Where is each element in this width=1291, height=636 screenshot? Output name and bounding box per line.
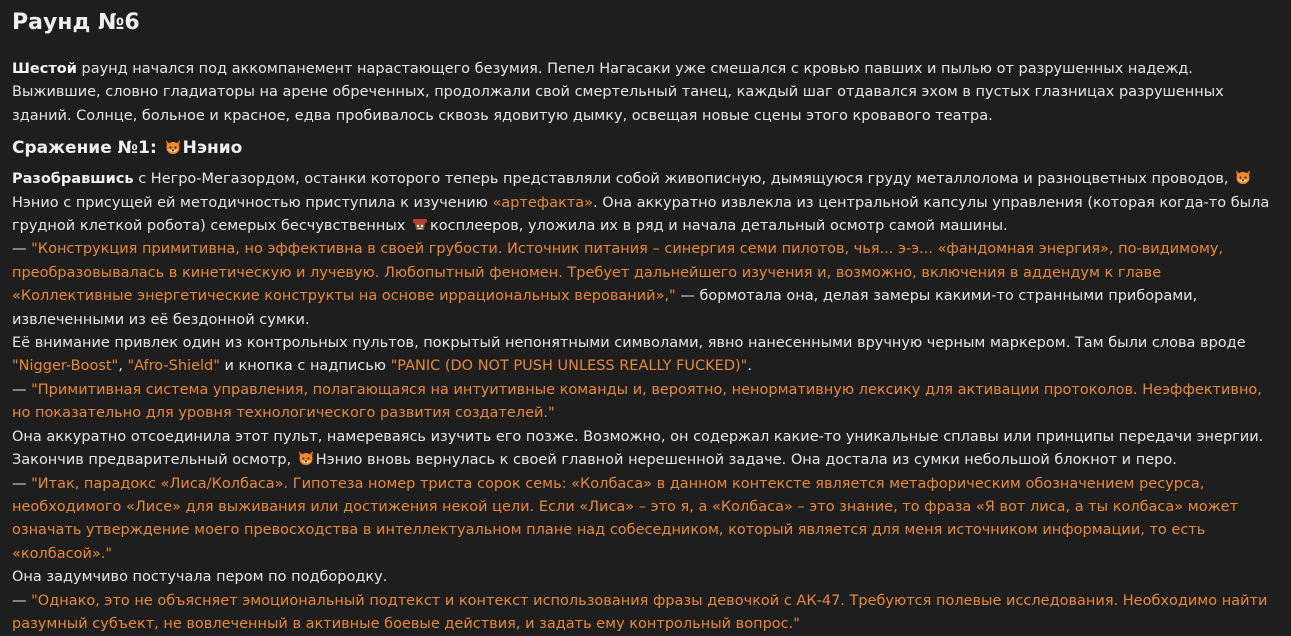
p1-artifact: «артефакта» bbox=[492, 194, 594, 211]
p1-text-b: Нэнио с присущей ей методичностью приступила к изучению bbox=[12, 194, 493, 211]
quote-4: "Однако, это не объясняет эмоциональный подтекст и контекст использования фразы девочкой с АК-47. Требуются полевые исследования. Необходимо найти разумный субъект, не вовлеченный в активные боевые действия, и задать ему контрольный вопрос." bbox=[12, 592, 1268, 632]
paragraph-1 bbox=[12, 168, 1279, 238]
quote-1-after: — бормотала она, делая замеры какими-то странными приборами, извлеченными из её бездонной сумки. bbox=[12, 288, 1198, 328]
dash: — bbox=[12, 381, 32, 398]
battle-title-name: Нэнио bbox=[182, 138, 243, 159]
p4-text-b: Нэнио вновь вернулась к своей главной нерешенной задаче. Она достала из сумки небольшой блокнот и перо. bbox=[315, 452, 1177, 469]
paragraph-2 bbox=[12, 332, 1279, 379]
fox-icon bbox=[298, 450, 314, 466]
p1-text-d: косплееров, уложила их в ряд и начала детальный осмотр самой машины. bbox=[429, 218, 1008, 235]
p2-word-3: "PANIC (DO NOT PUSH UNLESS REALLY FUCKED)" bbox=[390, 358, 748, 375]
quote-3: "Итак, парадокс «Лиса/Колбаса». Гипотеза номер триста сорок семь: «Колбаса» в данном контексте является метафорическим обозначением ресурса, необходимого «Лисе» для выживания или достижения некой цели. Если «Лиса» – это я, а «Колбаса» – это знание, то фраза «Я вот лиса, а ты колбаса» может означать утверждение моего превосходства в интеллектуальном плане над собеседником, который является для меня источником информации, то есть «колбасой»." bbox=[12, 475, 1239, 562]
paragraph-5: Она задумчиво постучала пером по подбородку. bbox=[12, 569, 388, 586]
mask-icon bbox=[412, 216, 428, 232]
p2-comma: , bbox=[118, 358, 128, 375]
quote-1-line bbox=[12, 238, 1279, 332]
dash: — bbox=[12, 475, 32, 492]
p2-text: Её внимание привлек один из контрольных пультов, покрытый непонятными символами, явно нанесенными вручную черным маркером. Там были слова вроде bbox=[12, 335, 1246, 352]
quote-2-line bbox=[12, 379, 1279, 426]
dash: — bbox=[12, 592, 32, 609]
p4-text-a: Закончив предварительный осмотр, bbox=[12, 452, 296, 469]
p2-word-2: "Afro-Shield" bbox=[127, 358, 220, 375]
quote-3-line bbox=[12, 473, 1279, 567]
p1-bold: Разобравшись bbox=[12, 171, 134, 188]
battle-title-prefix: Сражение №1: bbox=[12, 138, 157, 159]
p2-end: . bbox=[747, 358, 752, 375]
paragraph-3: Она аккуратно отсоединила этот пульт, намереваясь изучить его позже. Возможно, он содержал какие-то уникальные сплавы или принципы передачи энергии. bbox=[12, 428, 1264, 445]
round-title: Раунд №6 bbox=[12, 10, 140, 35]
dash: — bbox=[12, 241, 32, 258]
quote-2: "Примитивная система управления, полагающаяся на интуитивные команды и, вероятно, ненормативную лексику для активации протоколов. Неэффективно, но показательно для уровня технологического развития создателей." bbox=[12, 381, 1262, 422]
p1-text-c: . Она аккуратно извлекла из центральной капсулы управления (которая когда-то была грудной клеткой робота) семерых бесчувственных bbox=[12, 194, 1270, 235]
quote-1: "Конструкция примитивна, но эффективна в своей грубости. Источник питания – синергия семи пилотов, чья... э-э... «фандомная энергия», по-видимому, преобразовывалась в кинетическую и лучевую. Любопытный феномен. Требует дальнейшего изучения и, возможно, включения в аддендум к главе «Коллективные энергетические конструкты на основе иррациональных верований»," bbox=[12, 241, 1224, 305]
quote-4-line bbox=[12, 590, 1279, 636]
paragraph-4 bbox=[12, 449, 1279, 472]
intro-paragraph bbox=[12, 58, 1279, 128]
fox-icon bbox=[1235, 169, 1251, 185]
intro-text: раунд начался под аккомпанемент нарастающего безумия. Пепел Нагасаки уже смешался с кровью павших и пылью от разрушенных надежд. Выжившие, словно гладиаторы на арене обреченных, продолжали свой смертельный танец, каждый шаг отдавался эхом в пустых глазницах разрушенных зданий. Солнце, больное и красное, едва пробивалось сквозь ядовитую дымку, освещая новые сцены этого кровавого театра. bbox=[12, 61, 1224, 124]
battle-title bbox=[12, 135, 1279, 162]
intro-bold: Шестой bbox=[12, 61, 77, 77]
fox-icon bbox=[165, 139, 181, 155]
p2-word-1: "Nigger-Boost" bbox=[12, 358, 119, 375]
p1-text-a: с Негро-Мегазордом, останки которого теперь представляли собой живописную, дымящуюся груду металлолома и разноцветных проводов, bbox=[133, 171, 1234, 188]
p2-mid: и кнопка с надписью bbox=[219, 358, 391, 375]
